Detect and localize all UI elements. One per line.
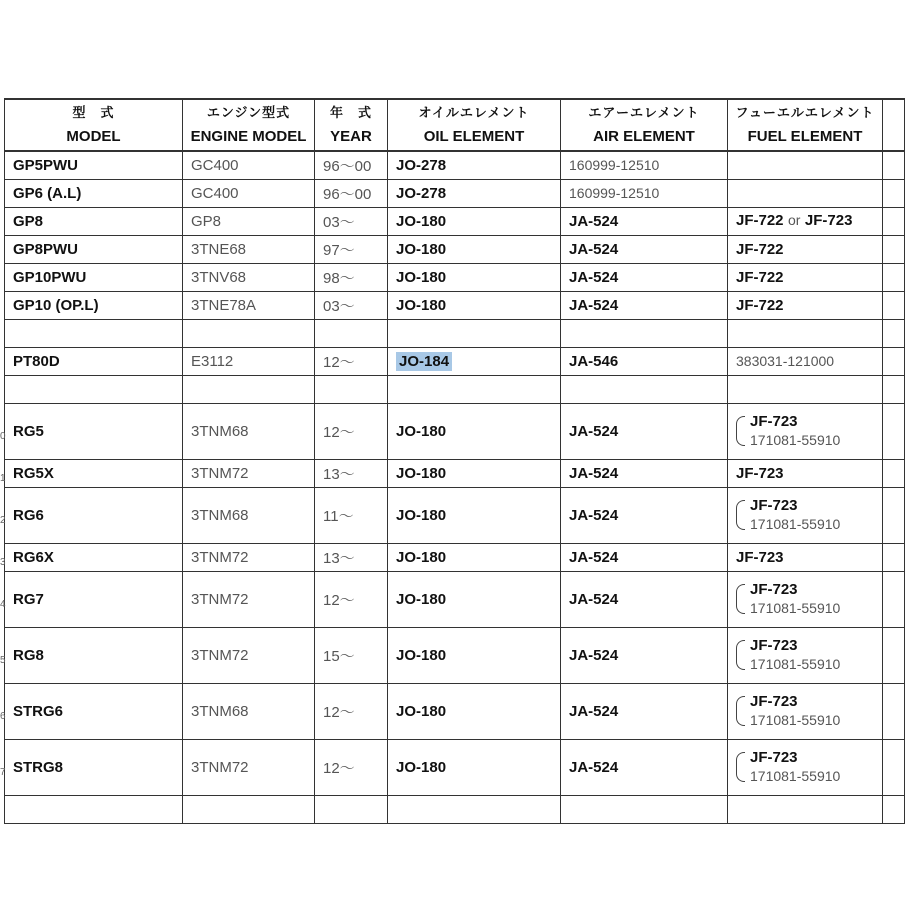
table-row bbox=[5, 403, 905, 459]
air-element-cell: JA-524 bbox=[561, 683, 728, 739]
model-cell: RG5X bbox=[5, 459, 183, 487]
brace-icon bbox=[736, 640, 745, 670]
engine-cell: 3TNM68 bbox=[183, 403, 315, 459]
year-cell: 13～ bbox=[315, 543, 388, 571]
brace-icon bbox=[736, 416, 745, 446]
air-element-cell: JA-524 bbox=[561, 571, 728, 627]
table-row bbox=[5, 543, 905, 571]
header-air-element: エアーエレメント AIR ELEMENT bbox=[561, 99, 728, 151]
header-row bbox=[5, 99, 905, 151]
year-cell: 12～ bbox=[315, 739, 388, 795]
table-row bbox=[5, 291, 905, 319]
year-cell: 12～ bbox=[315, 683, 388, 739]
air-element-cell: JA-524 bbox=[561, 403, 728, 459]
header-model: 型 式 MODEL bbox=[5, 99, 183, 151]
oil-element-cell bbox=[388, 347, 561, 375]
air-element-cell: JA-524 bbox=[561, 207, 728, 235]
engine-cell: 3TNE68 bbox=[183, 235, 315, 263]
table-row bbox=[5, 347, 905, 375]
fuel-brace-group: JF-723 171081-55910 bbox=[736, 636, 840, 674]
oil-element-cell: JO-180 bbox=[388, 263, 561, 291]
air-element-cell: JA-524 bbox=[561, 263, 728, 291]
oil-element-cell: JO-180 bbox=[388, 403, 561, 459]
air-element-cell: JA-524 bbox=[561, 459, 728, 487]
year-cell: 12～ bbox=[315, 403, 388, 459]
brace-icon bbox=[736, 584, 745, 614]
row-number: 1 bbox=[0, 473, 6, 484]
oil-element-cell: JO-180 bbox=[388, 235, 561, 263]
year-cell: 13～ bbox=[315, 459, 388, 487]
oil-element-cell: JO-180 bbox=[388, 459, 561, 487]
fuel-element-cell bbox=[728, 627, 883, 683]
fuel-element-cell: JF-723 bbox=[728, 459, 883, 487]
air-element-cell: 160999-12510 bbox=[561, 179, 728, 207]
oil-element-cell: JO-180 bbox=[388, 487, 561, 543]
year-cell: 96～00 bbox=[315, 151, 388, 179]
engine-cell: 3TNM68 bbox=[183, 683, 315, 739]
oil-element-cell: JO-180 bbox=[388, 739, 561, 795]
fuel-element-cell bbox=[728, 739, 883, 795]
parts-table bbox=[4, 98, 905, 824]
fuel-element-cell bbox=[728, 487, 883, 543]
engine-cell: 3TNM68 bbox=[183, 487, 315, 543]
spacer-row bbox=[5, 319, 905, 347]
table-row bbox=[5, 151, 905, 179]
air-element-cell: JA-546 bbox=[561, 347, 728, 375]
oil-element-cell: JO-180 bbox=[388, 543, 561, 571]
table-row bbox=[5, 487, 905, 543]
table-row bbox=[5, 179, 905, 207]
engine-cell: 3TNM72 bbox=[183, 739, 315, 795]
engine-cell: 3TNM72 bbox=[183, 543, 315, 571]
year-cell: 11～ bbox=[315, 487, 388, 543]
year-cell: 12～ bbox=[315, 347, 388, 375]
model-cell: PT80D bbox=[5, 347, 183, 375]
header-oil-element: オイルエレメント OIL ELEMENT bbox=[388, 99, 561, 151]
engine-cell: 3TNV68 bbox=[183, 263, 315, 291]
year-cell: 98～ bbox=[315, 263, 388, 291]
table-row bbox=[5, 263, 905, 291]
parts-sheet bbox=[0, 98, 900, 810]
table-row bbox=[5, 571, 905, 627]
fuel-element-cell: JF-722 bbox=[728, 235, 883, 263]
air-element-cell: JA-524 bbox=[561, 235, 728, 263]
row-number: 7 bbox=[0, 767, 6, 778]
engine-cell: 3TNM72 bbox=[183, 571, 315, 627]
fuel-element-cell bbox=[728, 403, 883, 459]
header-cut-off bbox=[883, 99, 905, 151]
model-cell: RG6X bbox=[5, 543, 183, 571]
model-cell: GP5PWU bbox=[5, 151, 183, 179]
row-number: 3 bbox=[0, 557, 6, 568]
header-fuel-element: フューエルエレメント FUEL ELEMENT bbox=[728, 99, 883, 151]
table-row bbox=[5, 207, 905, 235]
model-cell: RG7 bbox=[5, 571, 183, 627]
oil-element-cell: JO-278 bbox=[388, 151, 561, 179]
year-cell: 12～ bbox=[315, 571, 388, 627]
table-row bbox=[5, 235, 905, 263]
fuel-element-cell: JF-722 bbox=[728, 263, 883, 291]
engine-cell: GC400 bbox=[183, 151, 315, 179]
air-element-cell: JA-524 bbox=[561, 487, 728, 543]
engine-cell: E3112 bbox=[183, 347, 315, 375]
fuel-element-cell: 383031-121000 bbox=[728, 347, 883, 375]
row-number: 6 bbox=[0, 711, 6, 722]
model-cell: RG5 bbox=[5, 403, 183, 459]
table-row bbox=[5, 683, 905, 739]
engine-cell: 3TNE78A bbox=[183, 291, 315, 319]
fuel-element-cell bbox=[728, 151, 883, 179]
year-cell: 03～ bbox=[315, 207, 388, 235]
model-cell: RG6 bbox=[5, 487, 183, 543]
fuel-brace-group: JF-723 171081-55910 bbox=[736, 580, 840, 618]
fuel-element-cell: JF-722 bbox=[728, 291, 883, 319]
engine-cell: GC400 bbox=[183, 179, 315, 207]
row-number: 5 bbox=[0, 655, 6, 666]
fuel-element-cell: JF-723 bbox=[728, 543, 883, 571]
oil-element-cell: JO-180 bbox=[388, 627, 561, 683]
highlighted-part-number[interactable]: JO-184 bbox=[396, 352, 452, 371]
air-element-cell: 160999-12510 bbox=[561, 151, 728, 179]
air-element-cell: JA-524 bbox=[561, 627, 728, 683]
table-row bbox=[5, 627, 905, 683]
fuel-element-cell bbox=[728, 683, 883, 739]
header-year: 年 式 YEAR bbox=[315, 99, 388, 151]
air-element-cell: JA-524 bbox=[561, 739, 728, 795]
year-cell: 97～ bbox=[315, 235, 388, 263]
model-cell: GP10PWU bbox=[5, 263, 183, 291]
brace-icon bbox=[736, 500, 745, 530]
model-cell: STRG8 bbox=[5, 739, 183, 795]
fuel-element-cell bbox=[728, 571, 883, 627]
model-cell: STRG6 bbox=[5, 683, 183, 739]
fuel-brace-group: JF-723 171081-55910 bbox=[736, 692, 840, 730]
engine-cell: 3TNM72 bbox=[183, 459, 315, 487]
year-cell: 15～ bbox=[315, 627, 388, 683]
model-cell: GP8 bbox=[5, 207, 183, 235]
brace-icon bbox=[736, 752, 745, 782]
air-element-cell: JA-524 bbox=[561, 543, 728, 571]
spacer-row bbox=[5, 375, 905, 403]
oil-element-cell: JO-180 bbox=[388, 683, 561, 739]
row-number: 2 bbox=[0, 515, 6, 526]
air-element-cell: JA-524 bbox=[561, 291, 728, 319]
model-cell: RG8 bbox=[5, 627, 183, 683]
header-engine-model: エンジン型式 ENGINE MODEL bbox=[183, 99, 315, 151]
model-cell: GP10 (OP.L) bbox=[5, 291, 183, 319]
oil-element-cell: JO-180 bbox=[388, 207, 561, 235]
fuel-element-cell: JF-722 or JF-723 bbox=[728, 207, 883, 235]
fuel-element-cell bbox=[728, 179, 883, 207]
row-number: 4 bbox=[0, 599, 6, 610]
model-cell: GP6 (A.L) bbox=[5, 179, 183, 207]
oil-element-cell: JO-180 bbox=[388, 571, 561, 627]
fuel-brace-group: JF-723 171081-55910 bbox=[736, 748, 840, 786]
engine-cell: 3TNM72 bbox=[183, 627, 315, 683]
oil-element-cell: JO-180 bbox=[388, 291, 561, 319]
fuel-brace-group: JF-723 171081-55910 bbox=[736, 496, 840, 534]
year-cell: 03～ bbox=[315, 291, 388, 319]
row-number: 0 bbox=[0, 431, 6, 442]
spacer-row bbox=[5, 795, 905, 823]
year-cell: 96～00 bbox=[315, 179, 388, 207]
fuel-brace-group: JF-723 171081-55910 bbox=[736, 412, 840, 450]
table-row bbox=[5, 739, 905, 795]
oil-element-cell: JO-278 bbox=[388, 179, 561, 207]
brace-icon bbox=[736, 696, 745, 726]
table-row bbox=[5, 459, 905, 487]
engine-cell: GP8 bbox=[183, 207, 315, 235]
model-cell: GP8PWU bbox=[5, 235, 183, 263]
